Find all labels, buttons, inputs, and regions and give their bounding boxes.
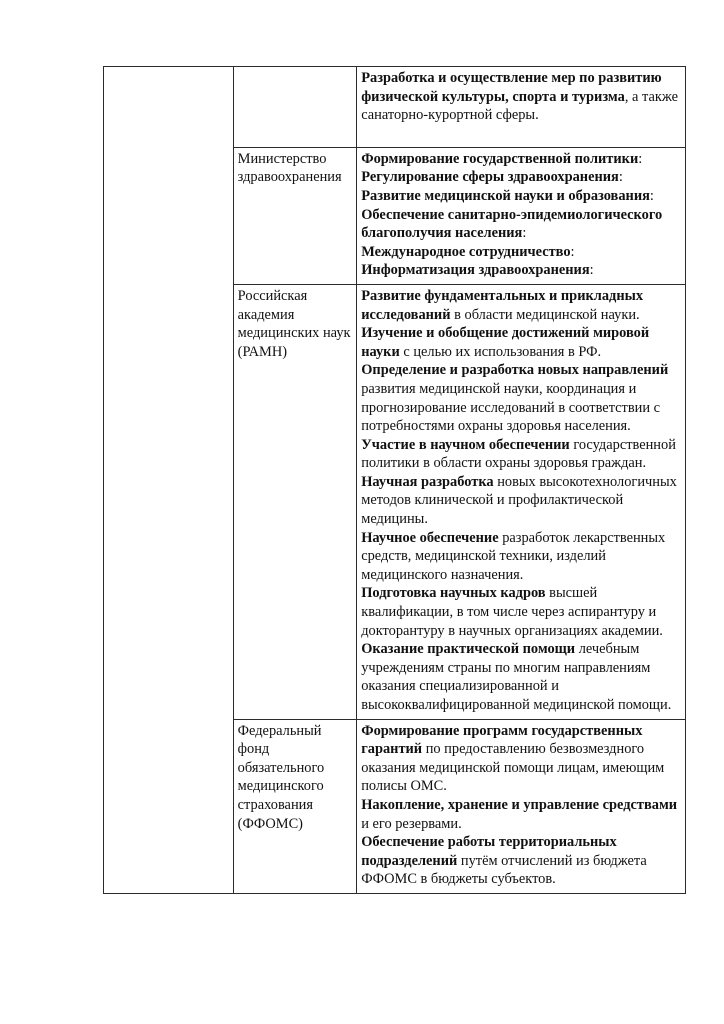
functions-cell	[357, 147, 686, 284]
org-cell	[233, 67, 357, 148]
org-cell: Федеральный фонд обязательного медицинского страхования (ФФОМС)	[233, 719, 357, 893]
function-item: Участие в научном обеспечении государственной политики в области охраны здоровья граждан.	[361, 436, 676, 472]
function-item: Подготовка научных кадров высшей квалификации, в том числе через аспирантуру и докторантуру в научных организациях академии.	[361, 585, 663, 639]
function-item: Обеспечение санитарно-эпидемиологического благополучия населения:	[361, 206, 663, 242]
function-item: Развитие медицинской науки и образования:	[361, 187, 654, 204]
function-item: Регулирование сферы здравоохранения:	[361, 169, 623, 186]
function-item: Научное обеспечение разработок лекарственных средств, медицинской техники, изделий медицинского назначения.	[361, 529, 666, 583]
function-item: Обеспечение работы территориальных подразделений путём отчислений из бюджета ФФОМС в бюджеты субъектов.	[361, 834, 647, 888]
table-row	[104, 67, 686, 148]
function-item: Информатизация здравоохранения:	[361, 262, 594, 279]
function-item: Разработка и осуществление мер по развитию физической культуры, спорта и туризма, а также санаторно-курортной сферы.	[361, 70, 678, 124]
functions-cell	[357, 67, 686, 148]
function-item: Изучение и обобщение достижений мировой науки с целью их использования в РФ.	[361, 325, 650, 360]
function-item: Развитие фундаментальных и прикладных исследований в области медицинской науки.	[361, 287, 644, 323]
function-item: Накопление, хранение и управление средствами и его резервами.	[361, 796, 678, 832]
left-merged-cell	[104, 67, 234, 894]
function-item: Научная разработка новых высокотехнологичных методов клинической и профилактической медицины.	[361, 473, 677, 528]
functions-cell	[357, 284, 686, 719]
org-cell: Министерство здравоохранения	[233, 147, 357, 284]
function-item: Определение и разработка новых направлений развития медицинской науки, координация и прогнозирование исследований в соответствии с потребностями охраны здоровья населения.	[361, 362, 669, 435]
functions-table	[103, 66, 686, 894]
function-item: Оказание практической помощи лечебным учреждениям страны по многим направлениям оказания специализированной и высококвалифицированной медицинской помощи.	[361, 641, 672, 713]
org-cell: Российская академия медицинских наук (РАМН)	[233, 284, 357, 719]
function-item: Международное сотрудничество:	[361, 243, 575, 260]
function-item: Формирование программ государственных гарантий по предоставлению безвозмездного оказания медицинской помощи лицам, имеющим полисы ОМС.	[361, 722, 665, 795]
function-item: Формирование государственной политики:	[361, 150, 643, 167]
functions-cell	[357, 719, 686, 893]
